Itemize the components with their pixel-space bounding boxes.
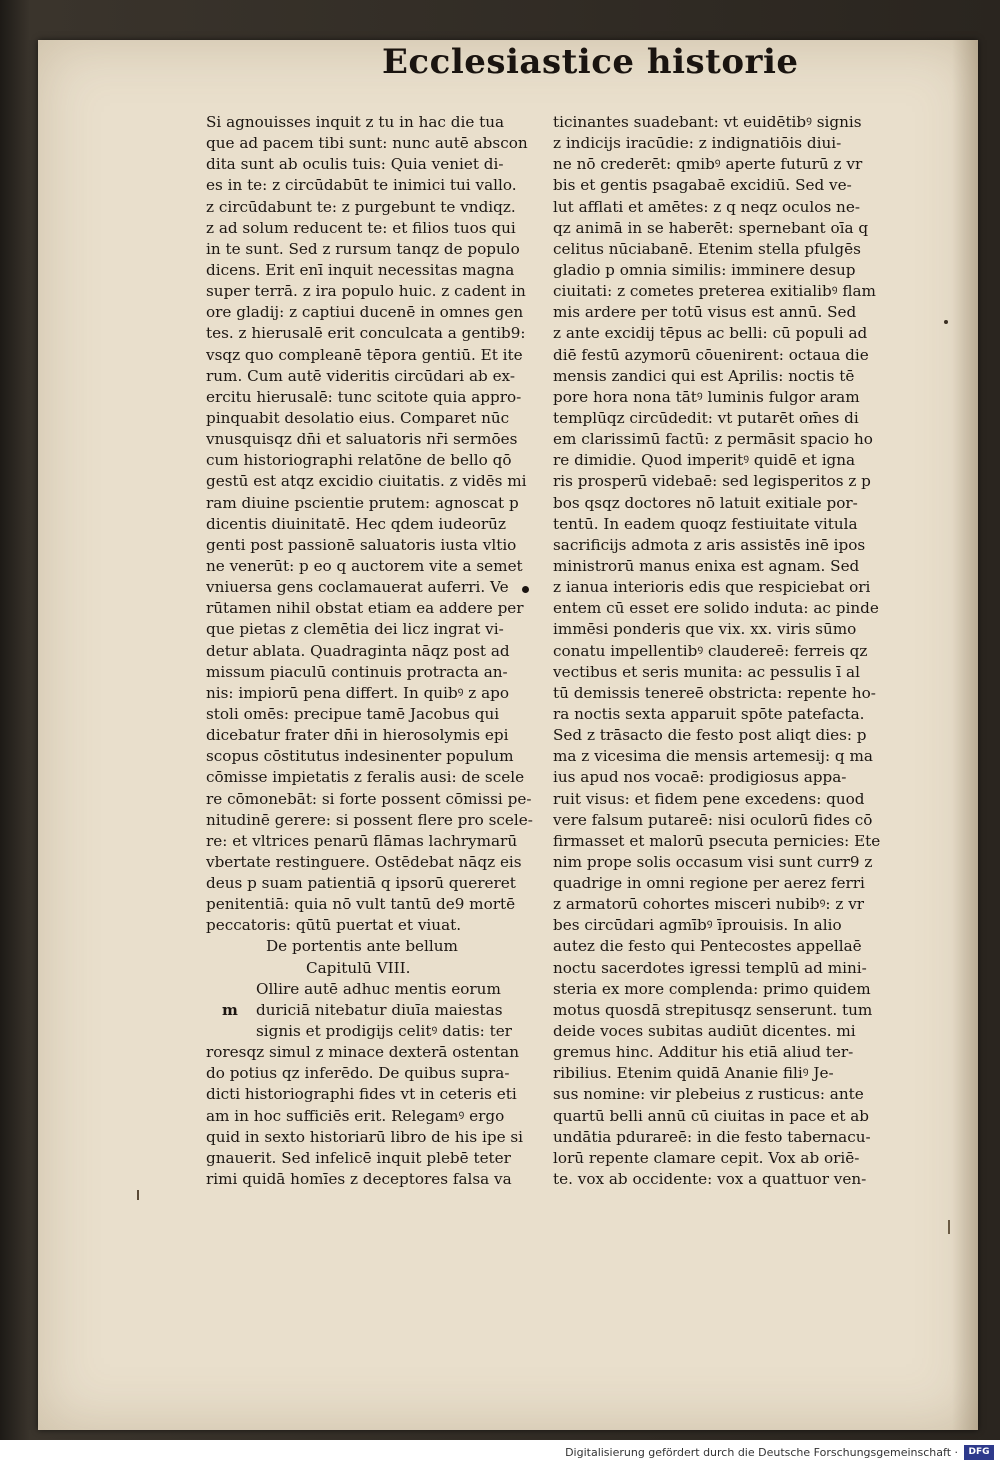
text-line: ius apud nos vocaē: prodigiosus appa- (553, 768, 847, 787)
text-line: mis ardere per totū visus est annū. Sed (553, 303, 857, 322)
text-line: Ollire autē adhuc mentis eorum (256, 979, 501, 998)
text-line: ruit visus: et fidem pene excedens: quod (553, 789, 865, 808)
text-line: z ante excidij tēpus ac belli: cū populi ad (553, 324, 868, 343)
text-line: lorū repente clamare cepit. Vox ab oriē- (553, 1148, 860, 1167)
text-line: super terrā. z ira populo huic. z cadent in (206, 282, 526, 301)
text-line: z ad solum reducent te: et filios tuos qui (206, 218, 516, 237)
text-line: ris prosperū videbaē: sed legisperitos z p (553, 472, 871, 491)
text-line: qz animā in se haberēt: spernebant oīa q (553, 218, 869, 237)
text-line: ne nō crederēt: qmibꝰ aperte futurū z vr (553, 155, 863, 174)
text-line: cōmisse impietatis z feralis ausi: de scele (206, 768, 525, 787)
text-line: ore gladij: z captiui ducenē in omnes gen (206, 303, 524, 322)
text-line: nim prope solis occasum visi sunt curr9 z (553, 852, 873, 871)
text-line: dita sunt ab oculis tuis: Quia veniet di- (206, 155, 504, 174)
paper-speck (137, 1190, 139, 1200)
text-line: z circūdabunt te: z purgebunt te vndiqz. (206, 197, 516, 216)
paper-speck (948, 1220, 950, 1234)
text-line: motus quosdā strepitusqz senserunt. tum (553, 1000, 873, 1019)
text-line: lut afflati et amētes: z q neqz oculos ne- (553, 197, 860, 216)
text-line: scopus cōstitutus indesinenter populum (206, 747, 514, 766)
text-line: que pietas z clemētia dei licz ingrat vi- (206, 620, 504, 639)
text-line: genti post passionē saluatoris iusta vltio (206, 535, 517, 554)
text-line: entem cū esset ere solido induta: ac pinde (553, 599, 879, 618)
text-line: vnusquisqz dn̄i et saluatoris nr̄i sermōes (206, 430, 518, 449)
text-line: undātia pdurareē: in die festo tabernacu- (553, 1127, 871, 1146)
text-line: tū demissis tenereē obstricta: repente ho- (553, 683, 876, 702)
text-line: gestū est atqz excidio ciuitatis. z vidēs mi (206, 472, 527, 491)
text-line: ra noctis sexta apparuit spōte patefacta. (553, 704, 865, 723)
text-line: ciuitati: z cometes preterea exitialibꝰ flam (553, 282, 876, 301)
text-line: re dimidie. Quod imperitꝰ quidē et igna (553, 451, 856, 470)
text-line: detur ablata. Quadraginta nāqz post ad (206, 641, 510, 660)
text-line: sus nomine: vir plebeius z rusticus: ante (553, 1085, 864, 1104)
text-line: templūqz circūdedit: vt putarēt om̄es di (553, 408, 859, 427)
text-line: am in hoc sufficiēs erit. Relegamꝰ ergo (206, 1106, 505, 1125)
text-line: ercitu hierusalē: tunc scitote quia appro- (206, 387, 522, 406)
text-line: re: et vltrices penarū flāmas lachrymarū (206, 831, 518, 850)
text-line: duriciā nitebatur diuīa maiestas m (206, 1000, 538, 1021)
text-line: pore hora nona tātꝰ luminis fulgor aram (553, 387, 860, 406)
text-line: signis et prodigijs celitꝰ datis: ter (256, 1022, 512, 1041)
text-line: te. vox ab occidente: vox a quattuor ven- (553, 1170, 867, 1189)
text-line: ministrorū manus enixa est agnam. Sed (553, 556, 860, 575)
text-line: dicti historiographi fides vt in ceteris eti (206, 1085, 517, 1104)
text-line: noctu sacerdotes igressi templū ad mini- (553, 958, 867, 977)
text-line: gladio p omnia similis: imminere desup (553, 260, 856, 279)
page-edge-shadow (952, 40, 978, 1430)
text-line: nitudinē gerere: si possent flere pro scele- (206, 810, 533, 829)
text-line: do potius qz inferēdo. De quibus supra- (206, 1064, 510, 1083)
text-line: es in te: z circūdabūt te inimici tui vallo. (206, 176, 517, 195)
text-line: re cōmonebāt: si forte possent cōmissi pe- (206, 789, 532, 808)
text-line: penitentiā: quia nō vult tantū de9 mortē (206, 895, 516, 914)
text-line: vbertate restinguere. Ostēdebat nāqz eis (206, 852, 522, 871)
text-line: rūtamen nihil obstat etiam ea addere per (206, 599, 524, 618)
text-line: vere falsum putareē: nisi oculorū fides cō (553, 810, 873, 829)
text-line: vectibus et seris munita: ac pessulis ī al (553, 662, 860, 681)
text-line: nis: impiorū pena differt. In quibꝰ z apo (206, 683, 510, 702)
ornament-dot (522, 586, 529, 593)
text-line: gremus hinc. Additur his etiā aliud ter- (553, 1043, 854, 1062)
text-line: ribilius. Etenim quidā Ananie filiꝰ Je- (553, 1064, 834, 1083)
text-line: quid in sexto historiarū libro de his ipe si (206, 1127, 524, 1146)
text-line: conatu impellentibꝰ claudereē: ferreis qz (553, 641, 868, 660)
text-line: diē festū azymorū cōuenirent: octaua die (553, 345, 869, 364)
text-line: sacrificijs admota z aris assistēs inē ipos (553, 535, 866, 554)
text-line: firmasset et malorū psecuta pernicies: Ete (553, 831, 881, 850)
text-line: steria ex more complenda: primo quidem (553, 979, 871, 998)
text-line: autez die festo qui Pentecostes appellaē (553, 937, 862, 956)
text-line: peccatoris: qūtū puertat et viuat. (206, 916, 462, 935)
text-line: stoli omēs: precipue tamē Jacobus qui (206, 704, 500, 723)
text-line: z indicijs iracūdie: z indignatiōis diui- (553, 134, 842, 153)
text-line: pinquabit desolatio eius. Comparet nūc (206, 408, 510, 427)
text-line: bis et gentis psagabaē excidiū. Sed ve- (553, 176, 852, 195)
text-line: tes. z hierusalē erit conculcata a gentib9: (206, 324, 526, 343)
funding-credit: Digitalisierung gefördert durch die Deutsche Forschungsgemeinschaft · (565, 1446, 958, 1459)
text-line: gnauerit. Sed infelicē inquit plebē teter (206, 1148, 511, 1167)
text-line: celitus nūciabanē. Etenim stella pfulgēs (553, 239, 861, 258)
text-line: Si agnouisses inquit z tu in hac die tua (206, 113, 505, 131)
left-column (206, 112, 538, 1190)
chapter-heading: De portentis ante bellum (266, 937, 458, 956)
footer-bar (0, 1440, 1000, 1466)
text-line: z armatorū cohortes misceri nubibꝰ: z vr (553, 895, 865, 914)
text-line: ram diuine pscientie prutem: agnoscat p (206, 493, 519, 512)
text-line: ticinantes suadebant: vt euidētibꝰ signis (553, 113, 862, 131)
text-line: in te sunt. Sed z rursum tanqz de populo (206, 239, 520, 258)
text-line: bos qsqz doctores nō latuit exitiale por- (553, 493, 858, 512)
text-line: ma z vicesima die mensis artemesij: q ma (553, 747, 873, 766)
text-line: em clarissimū factū: z permāsit spacio ho (553, 430, 873, 449)
text-line: vsqz quo compleanē tēpora gentiū. Et ite (206, 345, 523, 364)
text-line: mensis zandici qui est Aprilis: noctis tē (553, 366, 855, 385)
text-line: rimi quidā homīes z deceptores falsa va (206, 1170, 512, 1189)
text-line: tentū. In eadem quoqz festiuitate vitula (553, 514, 858, 533)
text-line: immēsi ponderis que vix. xx. viris sūmo (553, 620, 857, 639)
text-line: dicentis diuinitatē. Hec qdem iudeorūz (206, 514, 506, 533)
initial-letter: m (222, 1000, 238, 1019)
text-line: vniuersa gens coclamauerat auferri. Ve (206, 578, 509, 597)
text-line: cum historiographi relatōne de bello qō (206, 451, 512, 470)
running-head: Ecclesiastice historie (382, 42, 799, 82)
chapter-number: Capitulū VIII. (306, 958, 411, 977)
text-line: z ianua interioris edis que respiciebat ori (553, 578, 871, 597)
text-line: rum. Cum autē videritis circūdari ab ex- (206, 366, 515, 385)
dfg-logo: DFG (964, 1445, 994, 1460)
text-line: que ad pacem tibi sunt: nunc autē abscon (206, 134, 528, 153)
text-line: Sed z trāsacto die festo post aliqt dies: p (553, 726, 867, 745)
text-line: deide voces subitas audiūt dicentes. mi (553, 1022, 856, 1041)
text-line: quadrige in omni regione per aerez ferri (553, 874, 865, 893)
text-line: dicebatur frater dn̄i in hierosolymis epi (206, 726, 509, 745)
text-line: deus p suam patientiā q ipsorū quereret (206, 874, 516, 893)
text-line: ne venerūt: p eo q auctorem vite a semet (206, 556, 523, 575)
text-line: dicens. Erit enī inquit necessitas magna (206, 260, 515, 279)
text-line: bes circūdari agmībꝰ īprouisis. In alio (553, 916, 842, 935)
text-line: quartū belli annū cū ciuitas in pace et ab (553, 1106, 870, 1125)
paper-speck (944, 320, 948, 324)
right-column (553, 112, 901, 1190)
text-line: missum piaculū continuis protracta an- (206, 662, 508, 681)
text-line: roresqz simul z minace dexterā ostentan (206, 1043, 520, 1062)
